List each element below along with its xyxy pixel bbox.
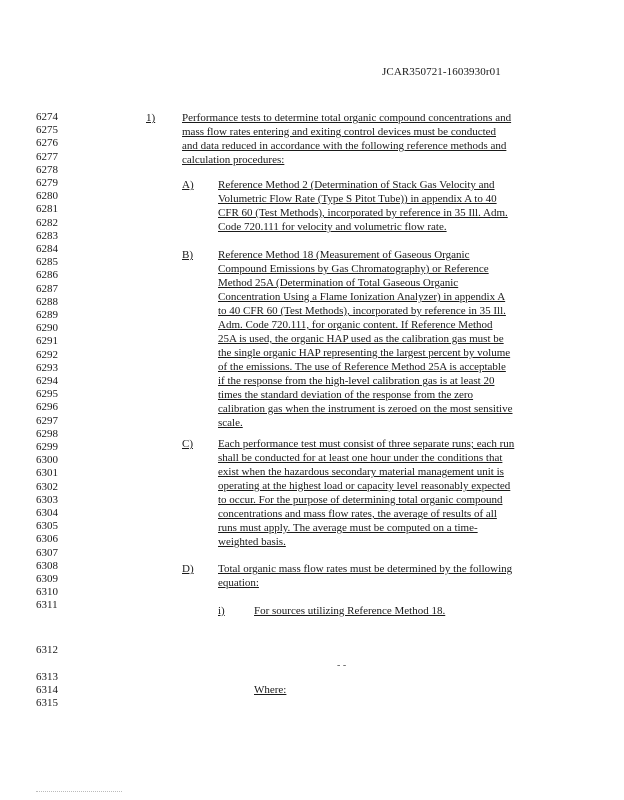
- item-c-line: to occur. For the purpose of determining total organic compound: [218, 494, 503, 506]
- item-a-line: Volumetric Flow Rate (Type S Pitot Tube)) in appendix A to 40: [218, 193, 497, 205]
- item-b-text: [218, 248, 513, 430]
- line-number: 6312: [36, 644, 58, 656]
- item-b-line: scale.: [218, 417, 243, 429]
- line-number: 6303: [36, 493, 58, 506]
- line-number: 6275: [36, 124, 58, 137]
- item-b-label: B): [182, 249, 193, 261]
- line-number: 6313: [36, 671, 58, 683]
- item-b-line: Reference Method 18 (Measurement of Gaseous Organic: [218, 249, 470, 261]
- item-1-line: Performance tests to determine total organic compound concentrations and: [182, 112, 512, 124]
- line-number: 6294: [36, 375, 58, 387]
- item-1-line: and data reduced in accordance with the following reference methods and: [182, 140, 507, 152]
- item-i-text: [254, 604, 445, 618]
- item-b-line: calibration gas when the instrument is zeroed on the most sensitive: [218, 403, 513, 415]
- line-number: 6300: [36, 454, 58, 467]
- line-number: 6308: [36, 559, 58, 572]
- item-b-line: times the standard deviation of the response from the zero: [218, 389, 474, 401]
- line-number: 6277: [36, 150, 58, 163]
- line-number: 6305: [36, 520, 58, 533]
- item-c-line: operating at the highest load or capacity level reasonably expected: [218, 480, 511, 492]
- line-number: 6311: [36, 599, 58, 612]
- item-c-line: runs must apply. The average must be computed on a time-: [218, 522, 478, 534]
- line-number: 6314: [36, 684, 58, 697]
- line-number: 6297: [36, 414, 58, 427]
- line-number: 6298: [36, 427, 58, 440]
- line-number: 6291: [36, 335, 58, 348]
- item-1-label: 1): [146, 112, 156, 124]
- item-1-text: [182, 111, 511, 167]
- item-b-line: Concentration Using a Flame Ionization Analyzer) in appendix A: [218, 291, 506, 303]
- line-number: 6288: [36, 295, 58, 308]
- line-number: 6307: [36, 546, 58, 559]
- line-number: 6315: [36, 697, 58, 710]
- item-b-line: the single organic HAP representing the largest percent by volume: [218, 347, 511, 359]
- item-b-line: of the emissions. The use of Reference Method 25A is acceptable: [218, 361, 506, 373]
- item-a-text: [218, 178, 508, 234]
- item-1-line: mass flow rates entering and exiting control devices must be conducted: [182, 126, 497, 138]
- line-number: 6276: [36, 137, 58, 150]
- line-number: 6310: [36, 586, 58, 599]
- footer-divider: [36, 791, 122, 792]
- item-b-line: Adm. Code 720.111, for organic content. If Reference Method: [218, 319, 493, 331]
- item-d-text: [218, 562, 512, 590]
- line-number: 6304: [36, 507, 58, 519]
- item-a-line: Reference Method 2 (Determination of Stack Gas Velocity and: [218, 179, 495, 191]
- line-number: 6299: [36, 441, 58, 453]
- item-b-line: Compound Emissions by Gas Chromatography) or Reference: [218, 263, 489, 275]
- item-c-line: Each performance test must consist of three separate runs; each run: [218, 438, 515, 450]
- item-b-line: if the response from the high-level calibration gas is at least 20: [218, 375, 495, 387]
- line-number: 6281: [36, 203, 58, 216]
- item-1-line: calculation procedures:: [182, 154, 285, 166]
- item-a-line: Code 720.111 for velocity and volumetric flow rate.: [218, 221, 447, 233]
- line-number: 6279: [36, 177, 58, 189]
- line-number: 6301: [36, 467, 58, 480]
- line-number: 6292: [36, 348, 58, 361]
- line-number: 6309: [36, 573, 58, 585]
- line-number: 6289: [36, 309, 58, 321]
- item-d-label: D): [182, 563, 194, 575]
- item-c-line: exist when the hazardous secondary material management unit is: [218, 466, 504, 478]
- line-number: 6290: [36, 322, 58, 335]
- item-c-line: concentrations and mass flow rates, the average of results of all: [218, 508, 497, 520]
- item-a-line: CFR 60 (Test Methods), incorporated by reference in 35 Ill. Adm.: [218, 207, 508, 219]
- line-number: 6283: [36, 229, 58, 242]
- line-number: 6285: [36, 256, 58, 269]
- line-number: 6293: [36, 361, 58, 374]
- line-number: 6278: [36, 163, 58, 176]
- where-label: Where:: [254, 684, 287, 696]
- item-c-label: C): [182, 438, 193, 450]
- line-number: 6286: [36, 269, 58, 282]
- item-c-line: shall be conducted for at least one hour under the conditions that: [218, 452, 503, 464]
- line-number: 6295: [36, 388, 58, 401]
- line-number: 6302: [36, 480, 58, 493]
- line-number: 6284: [36, 243, 58, 255]
- document-id: JCAR350721-1603930r01: [382, 66, 501, 78]
- item-c-line: weighted basis.: [218, 536, 286, 548]
- item-c-text: [218, 437, 514, 549]
- line-number: 6306: [36, 533, 58, 546]
- item-a-label: A): [182, 179, 194, 191]
- line-number: 6282: [36, 216, 58, 229]
- item-b-line: Method 25A (Determination of Total Gaseous Organic: [218, 277, 459, 289]
- line-number: 6274: [36, 111, 58, 123]
- item-b-line: 25A is used, the organic HAP used as the calibration gas must be: [218, 333, 504, 345]
- line-number: 6296: [36, 401, 58, 414]
- item-d-line: Total organic mass flow rates must be determined by the following: [218, 563, 513, 575]
- line-number: 6280: [36, 190, 58, 203]
- item-d-line: equation:: [218, 577, 259, 589]
- line-number: 6287: [36, 282, 58, 295]
- item-b-line: to 40 CFR 60 (Test Methods), incorporated by reference in 35 Ill.: [218, 305, 506, 317]
- item-i-line: For sources utilizing Reference Method 18.: [254, 605, 446, 617]
- equation-placeholder-mark: - -: [337, 660, 347, 671]
- item-i-label: i): [218, 605, 225, 617]
